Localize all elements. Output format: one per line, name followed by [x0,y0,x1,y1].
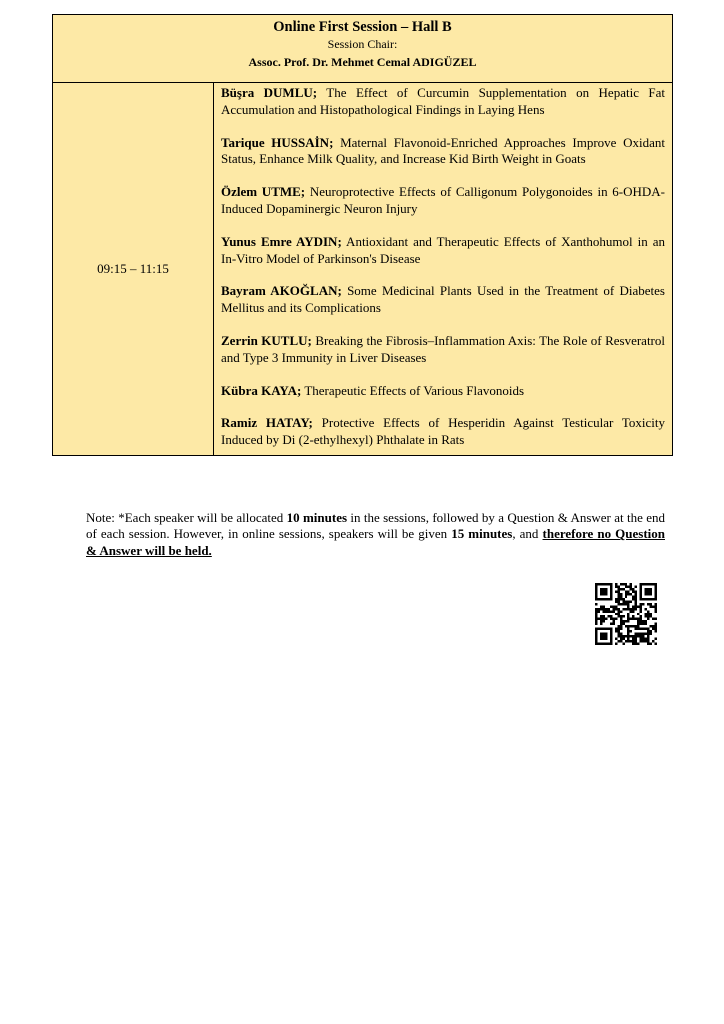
talk-speaker: Ramiz HATAY; [221,415,313,431]
session-title: Online First Session – Hall B [273,19,452,35]
qr-code-icon [595,583,657,645]
talk-title: Antioxidant and Therapeutic Effects of Xanthohumol in an In-Vitro Model of Parkinson's Disease [221,233,666,266]
talk-title: Breaking the Fibrosis–Inflammation Axis: The Role of Resveratrol and Type 3 Immunity in Liver Diseases [221,332,665,365]
talk-title: The Effect of Curcumin Supplementation on Hepatic Fat Accumulation and Histopathological Findings in Laying Hens [221,85,666,117]
talk-speaker: Yunus Emre AYDIN; [221,233,342,249]
session-table [52,14,673,456]
session-body-row [53,83,673,456]
talk-speaker: Kübra KAYA; [221,382,302,398]
talk-item [221,333,665,367]
talk-item [221,234,665,268]
talk-title: Maternal Flavonoid-Enriched Approaches Improve Oxidant Status, Enhance Milk Quality, and Increase Kid Birth Weight in Goats [221,134,666,167]
session-chair-label: Session Chair: [327,37,398,51]
talk-item [221,184,665,218]
talk-item [221,383,665,400]
note-bold-2: 15 minutes [451,526,513,542]
session-time: 09:15 – 11:15 [53,83,214,456]
note-emphasis: therefore no Question & Answer will be held. [86,526,665,558]
talk-speaker: Büşra DUMLU; [221,85,318,100]
talk-item [221,85,665,119]
talk-title: Therapeutic Effects of Various Flavonoids [301,382,525,398]
talk-item [221,135,665,169]
talk-speaker: Özlem UTME; [221,184,306,200]
talk-item [221,283,665,317]
talk-speaker: Bayram AKOĞLAN; [221,283,342,299]
note-text-3: , and [512,526,543,542]
talk-list [214,83,673,456]
session-chair-name: Assoc. Prof. Dr. Mehmet Cemal ADIGÜZEL [248,55,477,69]
talk-title: Some Medicinal Plants Used in the Treatment of Diabetes Mellitus and its Complications [221,283,665,316]
session-header [53,15,673,83]
talk-item [221,415,665,449]
session-note [86,510,665,559]
talk-speaker: Zerrin KUTLU; [221,332,312,348]
talk-title: Neuroprotective Effects of Calligonum Polygonoides in 6-OHDA-Induced Dopaminergic Neuron Injury [221,184,665,216]
note-text-1: Note: *Each speaker will be allocated [86,510,287,525]
talk-title: Protective Effects of Hesperidin Against Testicular Toxicity Induced by Di (2-ethylhexyl) Phthalate in Rats [221,415,666,448]
talk-speaker: Tarique HUSSAİN; [221,134,334,150]
note-text-2: in the sessions, followed by a Question & Answer at the end of each session. However, in online sessions, speakers will be given [86,510,665,542]
session-header-row [53,15,673,83]
note-bold-1: 10 minutes [286,510,348,525]
